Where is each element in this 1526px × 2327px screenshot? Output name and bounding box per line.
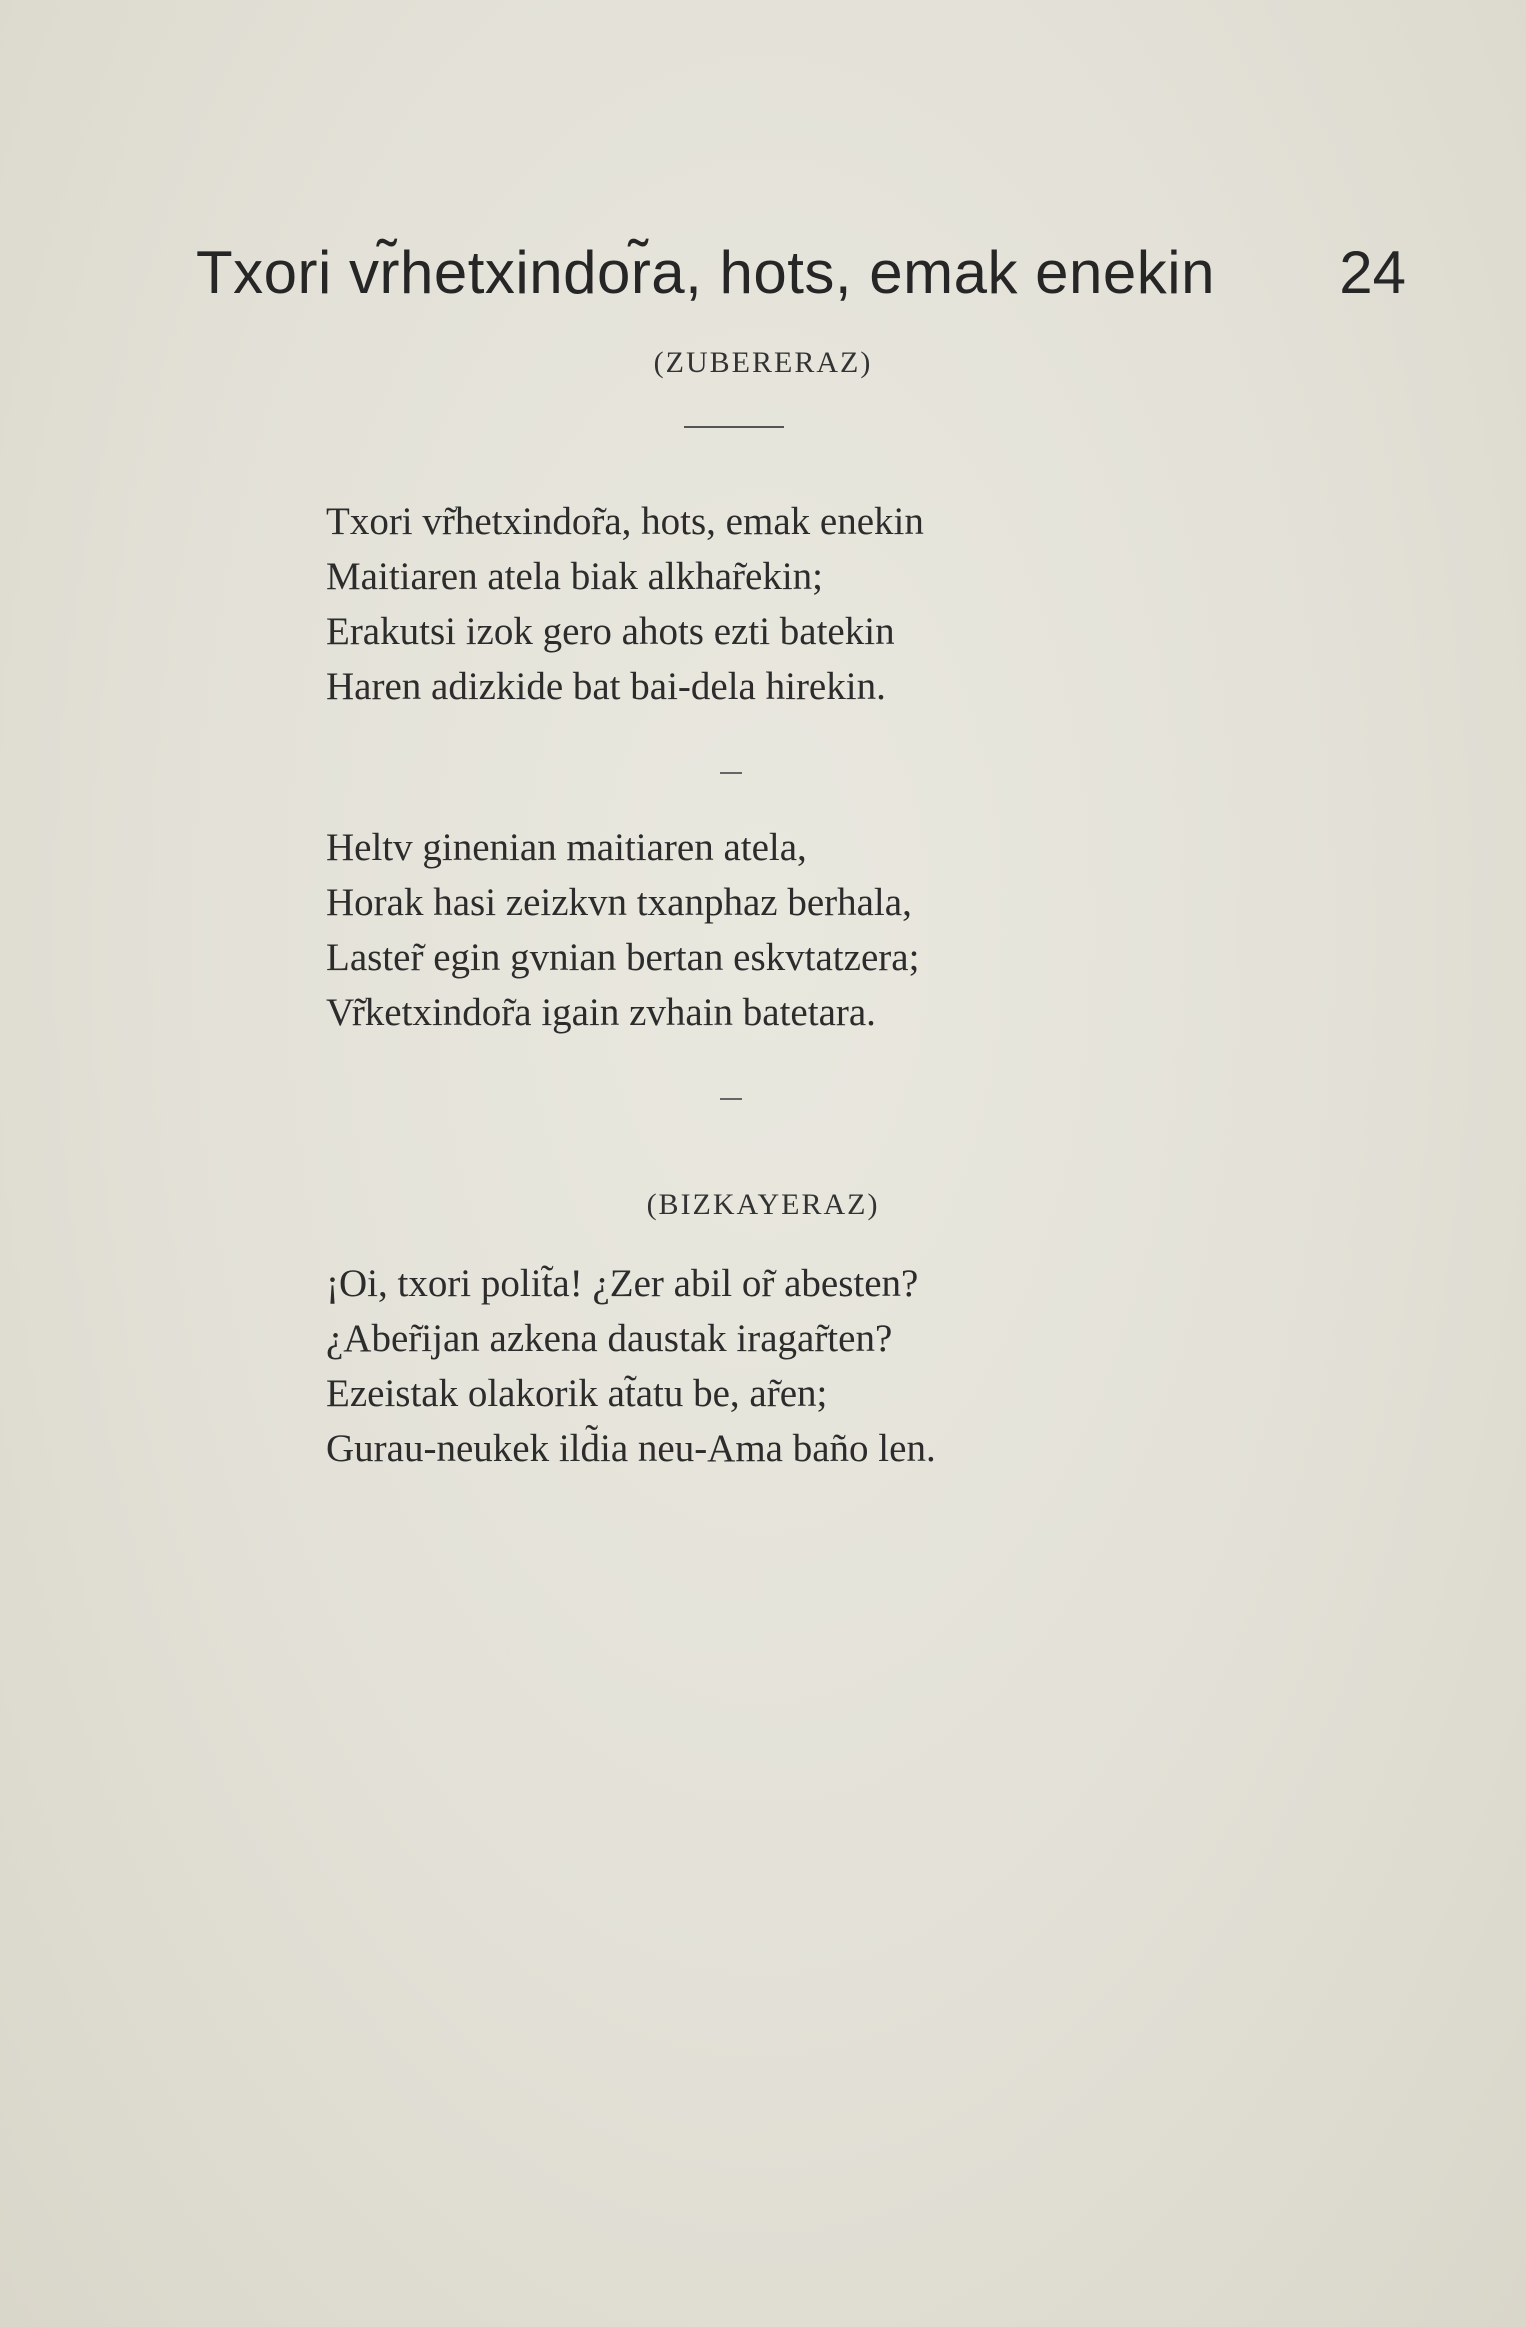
- page-title: Txori vr̃hetxindor̃a, hots, emak enekin: [196, 239, 1215, 306]
- verse-line: Txori vr̃hetxindor̃a, hots, emak enekin: [326, 500, 924, 543]
- section-label-zubereraz: (ZUBERERAZ): [653, 346, 873, 379]
- verse-line: Horak hasi zeizkvn txanphaz berhala,: [326, 881, 912, 924]
- stanza-1: [326, 494, 1226, 714]
- section-label-bizkayeraz: (BIZKAYERAZ): [646, 1188, 880, 1221]
- verse-line: Maitiaren atela biak alkhar̃ekin;: [326, 555, 824, 598]
- stanza-divider: [720, 772, 742, 774]
- verse-line: Gurau-neukek ild̃ia neu-Ama baño len.: [326, 1427, 936, 1470]
- verse-line: Ezeistak olakorik at̃atu be, ar̃en;: [326, 1372, 828, 1415]
- verse-line: ¡Oi, txori polit̃a! ¿Zer abil or̃ abesten?: [326, 1262, 919, 1305]
- verse-line: Vr̃ketxindor̃a igain zvhain batetara.: [326, 991, 876, 1034]
- verse-line: Heltv ginenian maitiaren atela,: [326, 826, 807, 869]
- stanza-divider: [720, 1098, 742, 1100]
- verse-line: Erakutsi izok gero ahots ezti batekin: [326, 610, 895, 653]
- page-number: 24: [1339, 239, 1406, 306]
- title-rule: [684, 426, 784, 428]
- stanza-3: [326, 1256, 1226, 1476]
- verse-line: Laster̃ egin gvnian bertan eskvtatzera;: [326, 936, 920, 979]
- stanza-2: [326, 820, 1226, 1040]
- verse-line: Haren adizkide bat bai-dela hirekin.: [326, 665, 886, 708]
- page-header: [196, 238, 1406, 328]
- verse-line: ¿Aber̃ijan azkena daustak iragar̃ten?: [326, 1317, 893, 1360]
